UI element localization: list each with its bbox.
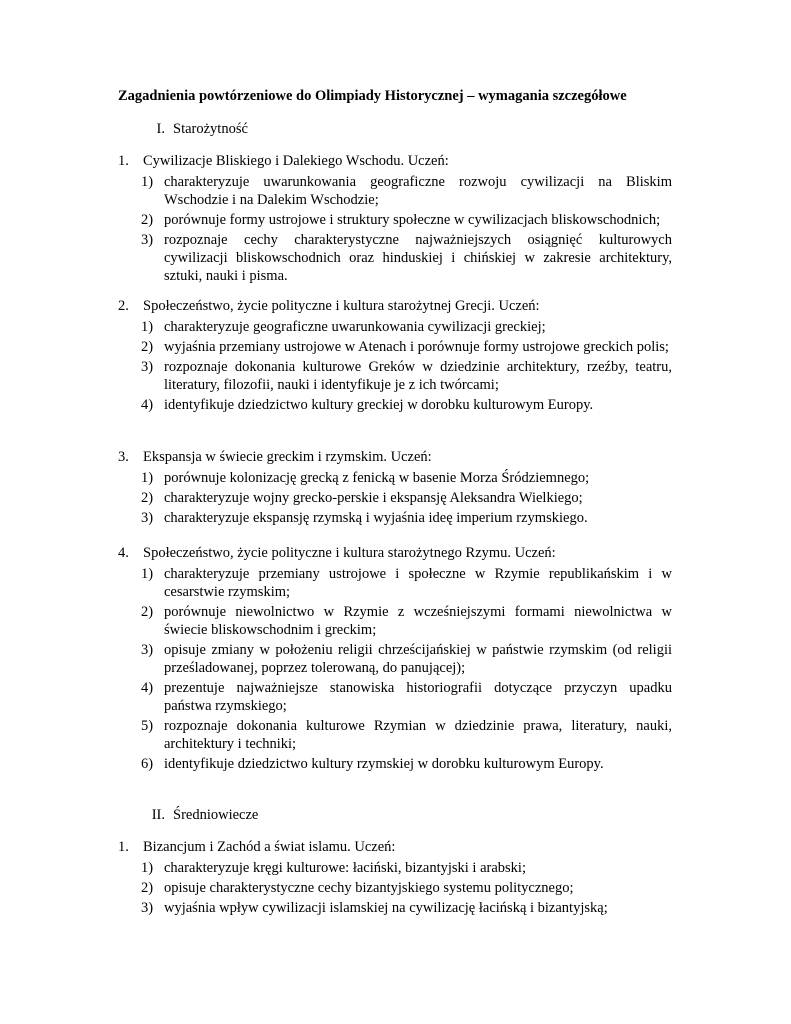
item-text: rozpoznaje cechy charakterystyczne najważniejszych osiągnięć kulturowych cywilizacji bliskowschodnich oraz hinduskiej i chińskiej w zakresie architektury, sztuki, nauki i pisma.	[164, 232, 672, 284]
item-number: 2)	[141, 604, 154, 620]
item-text: opisuje charakterystyczne cechy bizantyjskiego systemu politycznego;	[164, 880, 574, 896]
item-text: wyjaśnia przemiany ustrojowe w Atenach i porównuje formy ustrojowe greckich polis;	[164, 339, 669, 355]
list-item	[118, 641, 672, 677]
item-number: 1)	[141, 470, 154, 486]
item-text: prezentuje najważniejsze stanowiska historiografii dotyczące przyczyn upadku państwa rzymskiego;	[164, 680, 672, 714]
section-title: Bizancjum i Zachód a świat islamu. Uczeń:	[143, 839, 396, 855]
list-item	[118, 396, 672, 414]
list-item	[118, 469, 672, 487]
part-heading-2	[143, 806, 258, 824]
item-number: 2)	[141, 490, 154, 506]
section-2	[118, 297, 672, 416]
item-number: 3)	[141, 359, 154, 375]
item-text: charakteryzuje kręgi kulturowe: łaciński, bizantyjski i arabski;	[164, 860, 526, 876]
section-heading	[118, 448, 672, 466]
section-number: 1.	[118, 153, 129, 169]
list-item	[118, 755, 672, 773]
section-heading	[118, 297, 672, 315]
item-number: 2)	[141, 880, 154, 896]
item-number: 4)	[141, 680, 154, 696]
section-title: Społeczeństwo, życie polityczne i kultura starożytnego Rzymu. Uczeń:	[143, 545, 556, 561]
list-item	[118, 603, 672, 639]
item-number: 1)	[141, 566, 154, 582]
item-text: porównuje formy ustrojowe i struktury społeczne w cywilizacjach bliskowschodnich;	[164, 212, 661, 228]
list-item	[118, 173, 672, 209]
item-text: charakteryzuje wojny grecko-perskie i ekspansję Aleksandra Wielkiego;	[164, 490, 583, 506]
item-number: 5)	[141, 718, 154, 734]
section-number: 4.	[118, 545, 129, 561]
section-ii-1	[118, 838, 672, 919]
section-1	[118, 152, 672, 287]
section-heading	[118, 544, 672, 562]
item-number: 2)	[141, 339, 154, 355]
item-text: wyjaśnia wpływ cywilizacji islamskiej na cywilizację łacińską i bizantyjską;	[164, 900, 608, 916]
item-text: charakteryzuje przemiany ustrojowe i społeczne w Rzymie republikańskim i w cesarstwie rzymskim;	[164, 566, 672, 600]
item-number: 1)	[141, 860, 154, 876]
part-heading-1	[143, 120, 248, 138]
section-title: Ekspansja w świecie greckim i rzymskim. Uczeń:	[143, 449, 432, 465]
list-item	[118, 679, 672, 715]
list-item	[118, 358, 672, 394]
item-number: 3)	[141, 642, 154, 658]
section-title: Cywilizacje Bliskiego i Dalekiego Wschodu. Uczeń:	[143, 153, 449, 169]
section-heading	[118, 152, 672, 170]
list-item	[118, 565, 672, 601]
item-text: charakteryzuje uwarunkowania geograficzne rozwoju cywilizacji na Bliskim Wschodzie i na Dalekim Wschodzie;	[164, 174, 672, 208]
section-number: 1.	[118, 839, 129, 855]
list-item	[118, 211, 672, 229]
part-name: Starożytność	[173, 121, 248, 137]
list-item	[118, 318, 672, 336]
item-number: 3)	[141, 510, 154, 526]
item-text: porównuje kolonizację grecką z fenicką w basenie Morza Śródziemnego;	[164, 470, 590, 486]
list-item	[118, 879, 672, 897]
section-number: 2.	[118, 298, 129, 314]
section-4	[118, 544, 672, 775]
item-number: 2)	[141, 212, 154, 228]
item-text: charakteryzuje ekspansję rzymską i wyjaśnia ideę imperium rzymskiego.	[164, 510, 588, 526]
list-item	[118, 231, 672, 285]
list-item	[118, 859, 672, 877]
list-item	[118, 489, 672, 507]
part-numeral: II.	[151, 807, 165, 823]
item-number: 1)	[141, 319, 154, 335]
item-text: porównuje niewolnictwo w Rzymie z wcześniejszymi formami niewolnictwa w świecie bliskowschodnim i greckim;	[164, 604, 672, 638]
list-item	[118, 338, 672, 356]
item-text: rozpoznaje dokonania kulturowe Rzymian w dziedzinie prawa, literatury, nauki, architektury i techniki;	[164, 718, 672, 752]
item-text: charakteryzuje geograficzne uwarunkowania cywilizacji greckiej;	[164, 319, 546, 335]
list-item	[118, 509, 672, 527]
item-number: 3)	[141, 232, 154, 248]
item-number: 1)	[141, 174, 154, 190]
list-item	[118, 899, 672, 917]
section-3	[118, 448, 672, 529]
section-title: Społeczeństwo, życie polityczne i kultura starożytnej Grecji. Uczeń:	[143, 298, 540, 314]
document-title: Zagadnienia powtórzeniowe do Olimpiady Historycznej – wymagania szczegółowe	[118, 88, 627, 104]
item-number: 6)	[141, 756, 154, 772]
item-number: 4)	[141, 397, 154, 413]
part-name: Średniowiecze	[173, 807, 259, 823]
list-item	[118, 717, 672, 753]
item-text: opisuje zmiany w położeniu religii chrześcijańskiej w państwie rzymskim (od religii prześladowanej, poprzez tolerowaną, do panującej);	[164, 642, 672, 676]
section-heading	[118, 838, 672, 856]
item-text: rozpoznaje dokonania kulturowe Greków w dziedzinie architektury, rzeźby, teatru, literatury, filozofii, nauki i identyfikuje je z ich twórcami;	[164, 359, 672, 393]
item-text: identyfikuje dziedzictwo kultury greckiej w dorobku kulturowym Europy.	[164, 397, 594, 413]
item-number: 3)	[141, 900, 154, 916]
part-numeral: I.	[156, 121, 165, 137]
section-number: 3.	[118, 449, 129, 465]
item-text: identyfikuje dziedzictwo kultury rzymskiej w dorobku kulturowym Europy.	[164, 756, 604, 772]
